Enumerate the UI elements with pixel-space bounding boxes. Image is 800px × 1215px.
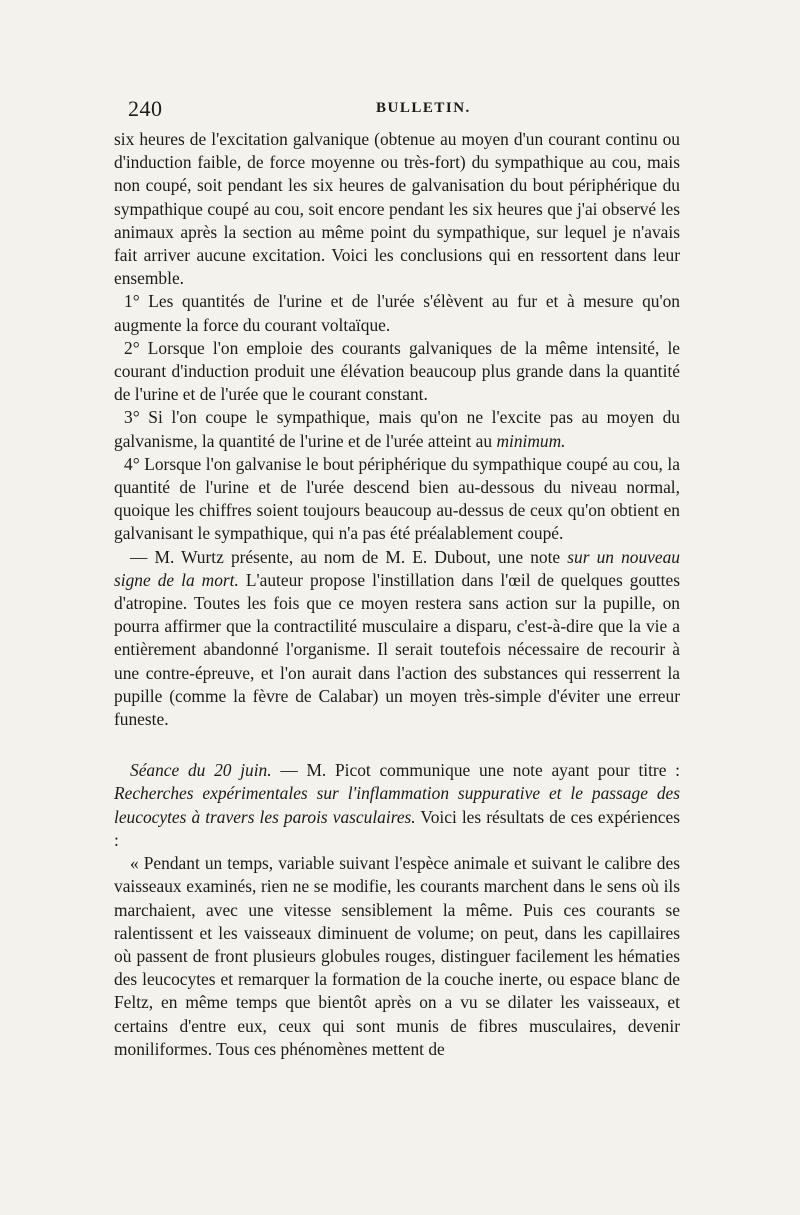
conclusion-3-italic: minimum. [496, 430, 566, 451]
section-spacer [114, 731, 680, 759]
paragraph-continuation: six heures de l'excitation galvanique (obtenue au moyen d'un courant continu ou d'induction faible, de force moyenne ou très-fort) du sympathique au cou, mais non coupé, soit pendant les six heures de galvanisation du bout périphérique du sympathique coupé au cou, soit encore pendant les six heures que j'ai observé les animaux après la section au même point du sympathique, sur lequel je n'avais fait arriver aucune excitation. Voici les conclusions qui en ressortent dans leur ensemble. [114, 129, 680, 289]
wurtz-note-title: sur un nouveau signe de la mort. [114, 546, 680, 590]
conclusion-3 [114, 406, 680, 452]
conclusion-3-text: 3° Si l'on coupe le sympathique, mais qu'on ne l'excite pas au moyen du galvanisme, la quantité de l'urine et de l'urée atteint au [114, 407, 680, 451]
wurtz-note-body: L'auteur propose l'instillation dans l'œil de quelques gouttes d'atropine. Toutes les fois que ce moyen restera sans action sur la pupille, on pourra affirmer que la contractilité musculaire a disparu, c'est-à-dire que la vie a entièrement abandonné l'organisme. Il serait toutefois nécessaire de recourir à une contre-épreuve, et l'on aurait dans l'action des substances qui resserrent la pupille (comme la fèvre de Calabar) un moyen très-simple d'éviter une erreur funeste. [114, 569, 680, 730]
seance-paragraph [114, 759, 680, 852]
page-number: 240 [128, 96, 163, 121]
running-title: BULLETIN. [376, 100, 471, 116]
seance-outro: Voici les résultats de ces expériences : [114, 806, 680, 850]
conclusion-2: 2° Lorsque l'on emploie des courants galvaniques de la même intensité, le courant d'induction produit une élévation beaucoup plus grande dans la quantité de l'urine et de l'urée que le courant constant. [114, 337, 680, 405]
seance-note-title: Recherches expérimentales sur l'inflammation suppurative et le passage des leucocytes à travers les parois vasculaires. [114, 783, 680, 827]
wurtz-note [114, 546, 680, 732]
quote-paragraph: « Pendant un temps, variable suivant l'espèce animale et suivant le calibre des vaisseaux examinés, rien ne se modifie, les courants marchent dans le sens où ils marchaient, avec une vitesse sensiblement la même. Puis ces courants se ralentissent et les vaisseaux diminuent de volume; on peut, dans les capillaires où passent de front plusieurs globules rouges, distinguer facilement les hématies des leucocytes et remarquer la formation de la couche inerte, ou espace blanc de Feltz, en même temps que bientôt après on a vu se dilater les vaisseaux, et certains d'entre eux, ceux qui sont munis de fibres musculaires, devenir moniliformes. Tous ces phénomènes mettent de [114, 853, 680, 1059]
page-header [128, 96, 673, 126]
conclusion-4: 4° Lorsque l'on galvanise le bout périphérique du sympathique coupé au cou, la quantité de l'urine et de l'urée descend bien au-dessous du niveau normal, quoique les chiffres soient toujours beaucoup au-dessus de ceux qu'on obtient en galvanisant le sympathique, qui n'a pas été préalablement coupé. [114, 453, 680, 544]
body-text [114, 128, 680, 1061]
conclusion-1: 1° Les quantités de l'urine et de l'urée s'élèvent au fur et à mesure qu'on augmente la force du courant voltaïque. [114, 291, 680, 335]
seance-intro: — M. Picot communique une note ayant pour titre : [280, 760, 680, 781]
seance-date: Séance du 20 juin. [130, 760, 272, 781]
wurtz-note-intro: — M. Wurtz présente, au nom de M. E. Dubout, une note [130, 546, 561, 567]
